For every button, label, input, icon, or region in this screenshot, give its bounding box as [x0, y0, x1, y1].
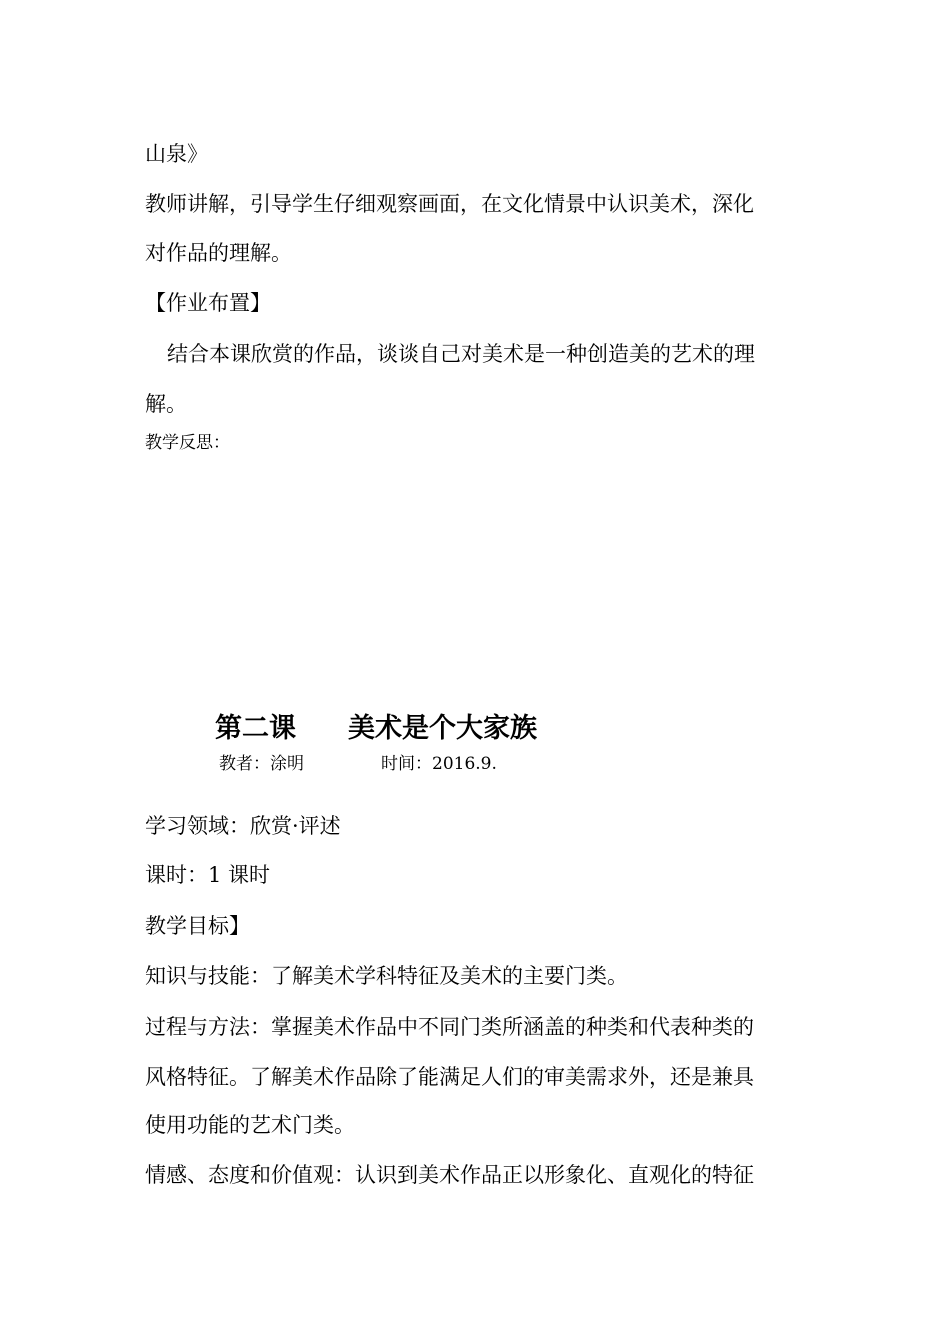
text-line: 过程与方法：掌握美术作品中不同门类所涵盖的种类和代表种类的	[145, 1015, 754, 1039]
text-line: 情感、态度和价值观：认识到美术作品正以形象化、直观化的特征	[145, 1163, 754, 1187]
text-line: 使用功能的艺术门类。	[145, 1113, 355, 1137]
text-line: 课时：1 课时	[145, 863, 271, 887]
text-line: 结合本课欣赏的作品，谈谈自己对美术是一种创造美的艺术的理	[167, 342, 755, 366]
text-line: 教师讲解，引导学生仔细观察画面，在文化情景中认识美术，深化	[145, 192, 754, 216]
lesson-number: 第二课	[215, 713, 296, 744]
reflection-label: 教学反思：	[145, 433, 230, 453]
text-line: 学习领域：欣赏·评述	[145, 814, 341, 838]
text-line: 解。	[145, 392, 187, 416]
teacher-label: 教者：涂明	[219, 754, 304, 774]
lesson-title	[215, 706, 537, 745]
section-heading: 【作业布置】	[145, 291, 271, 315]
text-line: 风格特征。了解美术作品除了能满足人们的审美需求外，还是兼具	[145, 1065, 754, 1089]
time-label: 时间：2016.9.	[381, 754, 497, 774]
section-heading: 教学目标】	[145, 914, 250, 938]
text-line: 对作品的理解。	[145, 241, 292, 265]
lesson-name: 美术是个大家族	[348, 713, 537, 744]
text-line: 山泉》	[145, 142, 208, 166]
text-line: 知识与技能：了解美术学科特征及美术的主要门类。	[145, 964, 628, 988]
